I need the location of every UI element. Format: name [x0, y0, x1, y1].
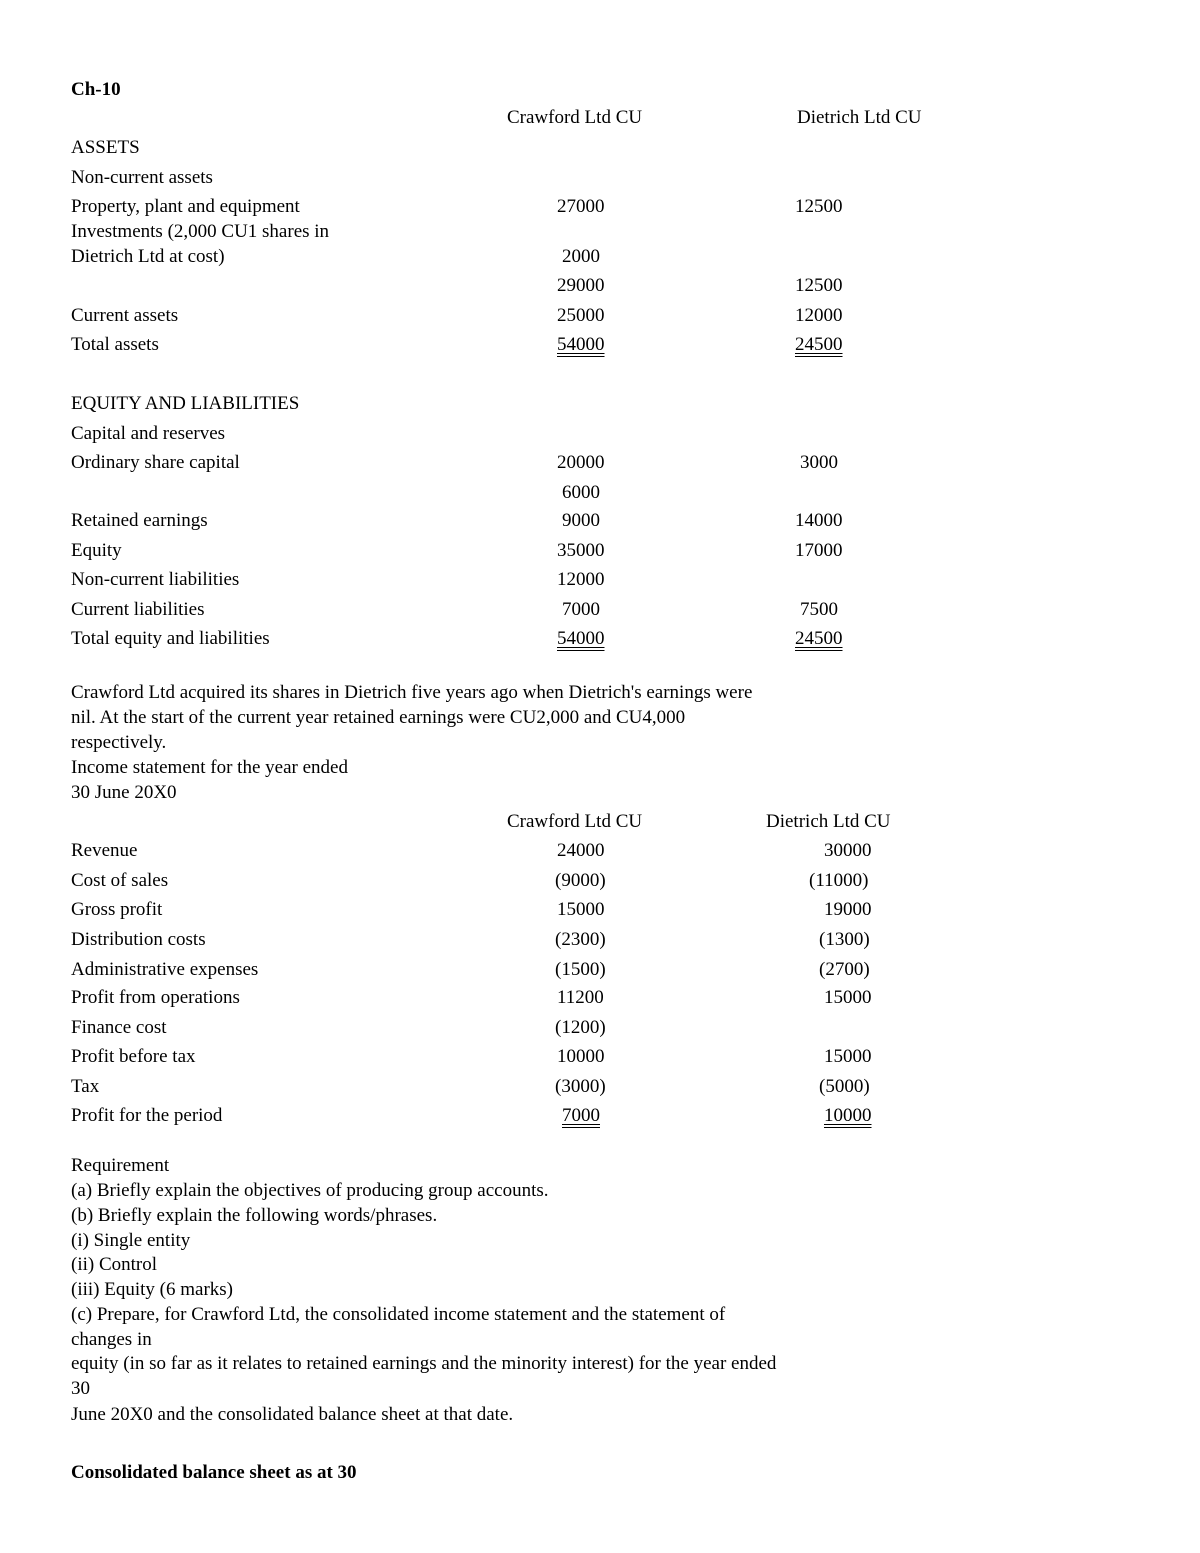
is-row-label: Finance cost	[71, 1017, 167, 1038]
bs-col-header-crawford: Crawford Ltd CU	[507, 107, 643, 128]
is-row-label: Profit from operations	[71, 987, 240, 1008]
current-liabilities-label: Current liabilities	[71, 599, 205, 620]
bs-col-header-dietrich: Dietrich Ltd CU	[797, 107, 922, 128]
requirement-line: (a) Briefly explain the objectives of producing group accounts.	[71, 1180, 549, 1201]
retained-earnings-dietrich: 14000	[795, 510, 843, 531]
capital-reserves-heading: Capital and reserves	[71, 423, 226, 444]
noncurrent-liabilities-crawford: 12000	[557, 569, 605, 590]
is-row-crawford: (9000)	[555, 870, 606, 891]
investments-crawford: 2000	[562, 246, 600, 267]
total-equity-liabilities-dietrich: 24500	[795, 628, 843, 649]
is-row-crawford: (1500)	[555, 959, 606, 980]
consolidated-balance-sheet-heading: Consolidated balance sheet as at 30	[71, 1462, 357, 1483]
total-equity-liabilities-crawford: 54000	[557, 628, 605, 649]
is-row-dietrich: 30000	[824, 840, 872, 861]
noncurrent-liabilities-label: Non-current liabilities	[71, 569, 240, 590]
current-assets-dietrich: 12000	[795, 305, 843, 326]
extra-value-crawford: 6000	[562, 482, 600, 503]
is-col-header-crawford: Crawford Ltd CU	[507, 811, 643, 832]
share-capital-label: Ordinary share capital	[71, 452, 240, 473]
assets-heading: ASSETS	[71, 137, 140, 158]
current-liabilities-crawford: 7000	[562, 599, 600, 620]
nca-total-crawford: 29000	[557, 275, 605, 296]
is-row-dietrich: (2700)	[819, 959, 870, 980]
requirement-line: equity (in so far as it relates to retained earnings and the minority interest) for the year ended	[71, 1353, 777, 1374]
investments-label-2: Dietrich Ltd at cost)	[71, 246, 225, 267]
nca-total-dietrich: 12500	[795, 275, 843, 296]
is-row-crawford: 10000	[557, 1046, 605, 1067]
requirement-line: (i) Single entity	[71, 1230, 191, 1251]
is-col-header-dietrich: Dietrich Ltd CU	[766, 811, 891, 832]
equity-crawford: 35000	[557, 540, 605, 561]
is-row-crawford: 15000	[557, 899, 605, 920]
is-row-dietrich: 10000	[824, 1105, 872, 1126]
requirement-heading: Requirement	[71, 1155, 170, 1176]
requirement-line: 30	[71, 1378, 90, 1399]
current-liabilities-dietrich: 7500	[800, 599, 838, 620]
is-row-dietrich: 15000	[824, 1046, 872, 1067]
ppe-dietrich: 12500	[795, 196, 843, 217]
retained-earnings-label: Retained earnings	[71, 510, 208, 531]
is-row-label: Profit before tax	[71, 1046, 196, 1067]
ppe-crawford: 27000	[557, 196, 605, 217]
is-row-crawford: (3000)	[555, 1076, 606, 1097]
narrative-line: Crawford Ltd acquired its shares in Dietrich five years ago when Dietrich's earnings were	[71, 682, 753, 703]
requirement-line: changes in	[71, 1329, 152, 1350]
is-row-crawford: 11200	[557, 987, 604, 1008]
share-capital-dietrich: 3000	[800, 452, 838, 473]
requirement-line: June 20X0 and the consolidated balance sheet at that date.	[71, 1404, 514, 1425]
is-row-label: Administrative expenses	[71, 959, 259, 980]
share-capital-crawford: 20000	[557, 452, 605, 473]
is-row-dietrich: 15000	[824, 987, 872, 1008]
is-row-dietrich: (1300)	[819, 929, 870, 950]
ppe-label: Property, plant and equipment	[71, 196, 300, 217]
narrative-line: nil. At the start of the current year retained earnings were CU2,000 and CU4,000	[71, 707, 686, 728]
requirement-line: (c) Prepare, for Crawford Ltd, the consolidated income statement and the statement of	[71, 1304, 726, 1325]
total-assets-label: Total assets	[71, 334, 159, 355]
investments-label-1: Investments (2,000 CU1 shares in	[71, 221, 330, 242]
is-row-dietrich: (11000)	[809, 870, 869, 891]
total-assets-crawford: 54000	[557, 334, 605, 355]
is-row-label: Distribution costs	[71, 929, 206, 950]
requirement-line: (b) Briefly explain the following words/phrases.	[71, 1205, 438, 1226]
income-statement-date: 30 June 20X0	[71, 782, 177, 803]
is-row-label: Gross profit	[71, 899, 163, 920]
noncurrent-assets-heading: Non-current assets	[71, 167, 213, 188]
is-row-label: Tax	[71, 1076, 100, 1097]
total-equity-liabilities-label: Total equity and liabilities	[71, 628, 270, 649]
is-row-label: Profit for the period	[71, 1105, 223, 1126]
requirement-line: (iii) Equity (6 marks)	[71, 1279, 233, 1300]
is-row-label: Cost of sales	[71, 870, 169, 891]
is-row-label: Revenue	[71, 840, 138, 861]
is-row-dietrich: (5000)	[819, 1076, 870, 1097]
income-statement-title: Income statement for the year ended	[71, 757, 348, 778]
is-row-dietrich: 19000	[824, 899, 872, 920]
is-row-crawford: 24000	[557, 840, 605, 861]
equity-label: Equity	[71, 540, 122, 561]
narrative-line: respectively.	[71, 732, 167, 753]
requirement-line: (ii) Control	[71, 1254, 158, 1275]
is-row-crawford: (1200)	[555, 1017, 606, 1038]
total-assets-dietrich: 24500	[795, 334, 843, 355]
is-row-crawford: (2300)	[555, 929, 606, 950]
retained-earnings-crawford: 9000	[562, 510, 600, 531]
is-row-crawford: 7000	[562, 1105, 600, 1126]
page-title: Ch-10	[71, 79, 121, 100]
current-assets-label: Current assets	[71, 305, 179, 326]
equity-liabilities-heading: EQUITY AND LIABILITIES	[71, 393, 300, 414]
current-assets-crawford: 25000	[557, 305, 605, 326]
equity-dietrich: 17000	[795, 540, 843, 561]
